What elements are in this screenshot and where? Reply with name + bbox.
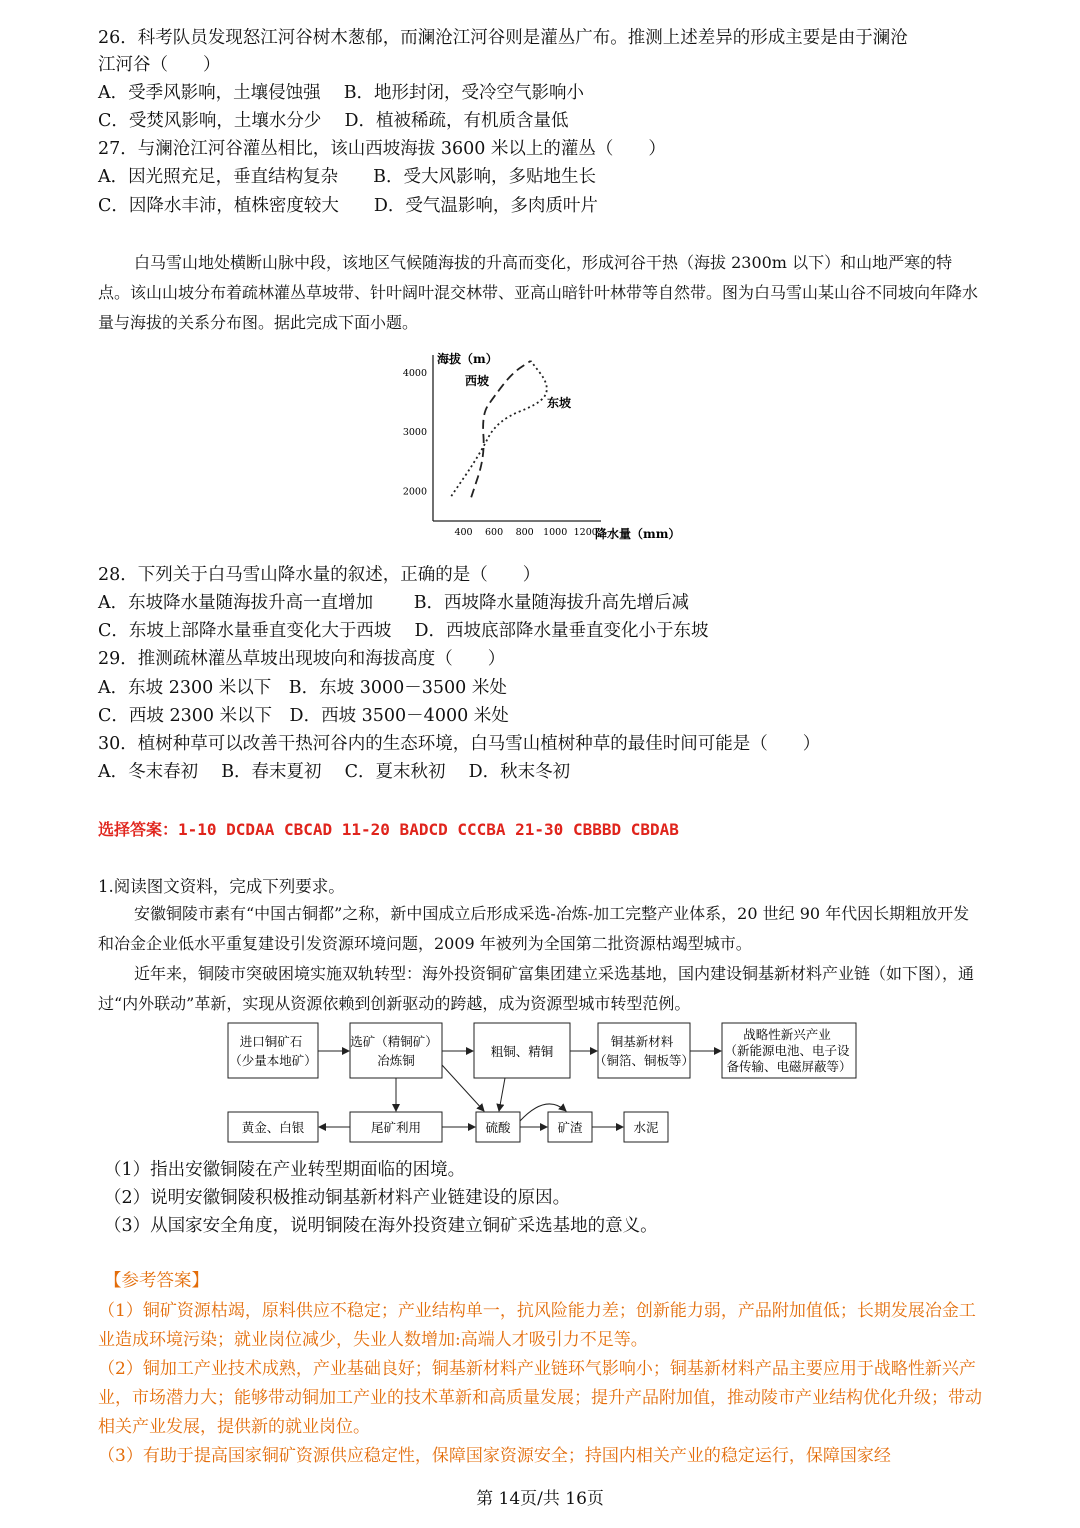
- sub-question-2: （2）说明安徽铜陵积极推动铜基新材料产业链建设的原因。: [104, 1188, 571, 1208]
- west-slope-label: 西坡: [465, 374, 490, 388]
- reference-answer-1: （1）铜矿资源枯竭，原料供应不稳定；产业结构单一，抗风险能力差；创新能力弱，产品附加值低；长期发展冶金工业造成环境污染；就业岗位减少，失业人数增加:高端人才吸引力不足等。: [98, 1301, 976, 1350]
- x-tick-label: 800: [515, 527, 534, 538]
- box-slag-label: 矿渣: [557, 1120, 583, 1135]
- y-tick-label: 4000: [402, 367, 427, 379]
- q28-options-cd: C．东坡上部降水量垂直变化大于西坡 D．西坡底部降水量垂直变化小于东坡: [98, 621, 709, 641]
- q27-stem: 27．与澜沧江河谷灌丛相比，该山西坡海拔 3600 米以上的灌丛（ ）: [98, 139, 666, 159]
- box-tailings-label: 尾矿利用: [370, 1120, 422, 1135]
- precipitation-altitude-chart: [395, 345, 695, 545]
- box-strategic-label: [725, 1027, 854, 1074]
- sub-question-3: （3）从国家安全角度，说明铜陵在海外投资建立铜矿采选基地的意义。: [104, 1216, 658, 1236]
- q1-para-2: [98, 959, 980, 1019]
- box-gold-label: 黄金、白银: [241, 1120, 305, 1135]
- box-materials-line1: 铜基新材料: [610, 1034, 674, 1049]
- q30-stem: 30．植树种草可以改善干热河谷内的生态环境，白马雪山植树种草的最佳时间可能是（ ）: [98, 734, 821, 754]
- box-copper-label: 粗铜、精铜: [490, 1044, 554, 1059]
- box-strategic-line3: 备传输、电磁屏蔽等）: [726, 1059, 852, 1074]
- x-tick-label: 600: [485, 527, 504, 538]
- reference-answer-2: （2）铜加工产业技术成熟，产业基础良好；铜基新材料产业链环气影响小；铜基新材料产品主要应用于战略性新兴产业，市场潜力大；能够带动铜加工产业的技术革新和高质量发展；提升产品附加值，推动陵市产业结构优化升级；带动相关产业发展，提供新的就业岗位。: [98, 1359, 982, 1437]
- q29-stem: 29．推测疏林灌丛草坡出现坡向和海拔高度（ ）: [98, 649, 506, 669]
- x-tick-label: 400: [454, 527, 473, 538]
- q26-stem-cont: 江河谷（ ）: [98, 55, 221, 75]
- q27-options-cd: C．因降水丰沛，植株密度较大 D．受气温影响，多肉质叶片: [98, 196, 598, 216]
- sub-question-1: （1）指出安徽铜陵在产业转型期面临的困境。: [104, 1160, 466, 1180]
- box-acid-label: 硫酸: [485, 1120, 511, 1135]
- page-footer: 第 14页/共 16页: [476, 1489, 604, 1509]
- q1-para-1-text: 安徽铜陵市素有“中国古铜都”之称，新中国成立后形成采选-冶炼-加工完整产业体系，20 世纪 90 年代因长期粗放开发和冶金企业低水平重复建设引发资源环境问题，2009 年被列为全国第二批资源枯竭型城市。: [98, 904, 970, 953]
- arrow-copper-to-acid: [499, 1078, 505, 1111]
- q28-stem: 28．下列关于白马雪山降水量的叙述，正确的是（ ）: [98, 565, 541, 585]
- q28-options-ab: A．东坡降水量随海拔升高一直增加 B．西坡降水量随海拔升高先增后减: [98, 593, 690, 613]
- box-beneficiation-line1: 选矿（精铜矿）: [350, 1034, 438, 1049]
- q27-options-ab: A．因光照充足，垂直结构复杂 B．受大风影响，多贴地生长: [98, 167, 596, 187]
- box-beneficiation-smelting: [350, 1023, 442, 1078]
- box-imported-ore-line2: （少量本地矿）: [229, 1053, 317, 1068]
- q26-options-ab: A．受季风影响，土壤侵蚀强 B．地形封闭，受冷空气影响小: [98, 83, 585, 103]
- answer-key: 选择答案：1-10 DCDAA CBCAD 11-20 BADCD CCCBA 21-30 CBBBD CBDAB: [98, 820, 679, 839]
- reference-answer-3: （3）有助于提高国家铜矿资源供应稳定性，保障国家资源安全；持国内相关产业的稳定运行，保障国家经: [98, 1446, 891, 1466]
- x-axis-label: 降水量（mm）: [595, 527, 681, 541]
- q26-options-cd: C．受焚风影响，土壤水分少 D．植被稀疏，有机质含量低: [98, 111, 569, 131]
- box-imported-ore-line1: 进口铜矿石: [239, 1034, 303, 1049]
- industry-chain-diagram: [220, 1015, 870, 1147]
- box-beneficiation-line2: 冶炼铜: [377, 1053, 415, 1068]
- box-strategic-line1: 战略性新兴产业: [743, 1027, 831, 1042]
- intro-paragraph: [98, 248, 980, 338]
- box-cement-label: 水泥: [633, 1120, 659, 1135]
- reference-answer-title: 【参考答案】: [104, 1271, 209, 1291]
- q1-para-1: [98, 899, 980, 959]
- q29-options-ab: A．东坡 2300 米以下 B．东坡 3000－3500 米处: [98, 678, 507, 698]
- box-copper-materials: [598, 1023, 690, 1078]
- y-tick-label: 2000: [402, 486, 427, 498]
- y-tick-label: 3000: [402, 427, 427, 439]
- x-tick-label: 1200: [573, 527, 598, 538]
- y-axis-label: 海拔（m）: [437, 352, 498, 366]
- q26-stem: 26．科考队员发现怒江河谷树木葱郁，而澜沧江河谷则是灌丛广布。推测上述差异的形成主要是由于澜沧: [98, 28, 908, 48]
- q1-para-2-text: 近年来，铜陵市突破困境实施双轨转型：海外投资铜矿富集团建立采选基地，国内建设铜基新材料产业链（如下图），通过“内外联动”革新，实现从资源依赖到创新驱动的跨越，成为资源型城市转型范例。: [98, 964, 975, 1013]
- east-slope-label: 东坡: [547, 396, 572, 410]
- q29-options-cd: C．西坡 2300 米以下 D．西坡 3500－4000 米处: [98, 706, 509, 726]
- box-materials-line2: （铜箔、铜板等）: [593, 1053, 695, 1068]
- x-tick-label: 1000: [543, 527, 568, 538]
- q1-title: 1.阅读图文资料，完成下列要求。: [98, 877, 345, 896]
- box-imported-ore: [228, 1023, 318, 1078]
- box-strategic-line2: （新能源电池、电子设: [724, 1043, 850, 1058]
- intro-text: 白马雪山地处横断山脉中段，该地区气候随海拔的升高而变化，形成河谷干热（海拔 2300m 以下）和山地严寒的特点。该山山坡分布着疏林灌丛草坡带、针叶阔叶混交林带、亚高山暗针叶林带等自然带。图为白马雪山某山谷不同坡向年降水量与海拔的关系分布图。据此完成下面小题。: [98, 253, 979, 332]
- q30-options: A．冬末春初 B．春末夏初 C．夏末秋初 D．秋末冬初: [98, 762, 571, 782]
